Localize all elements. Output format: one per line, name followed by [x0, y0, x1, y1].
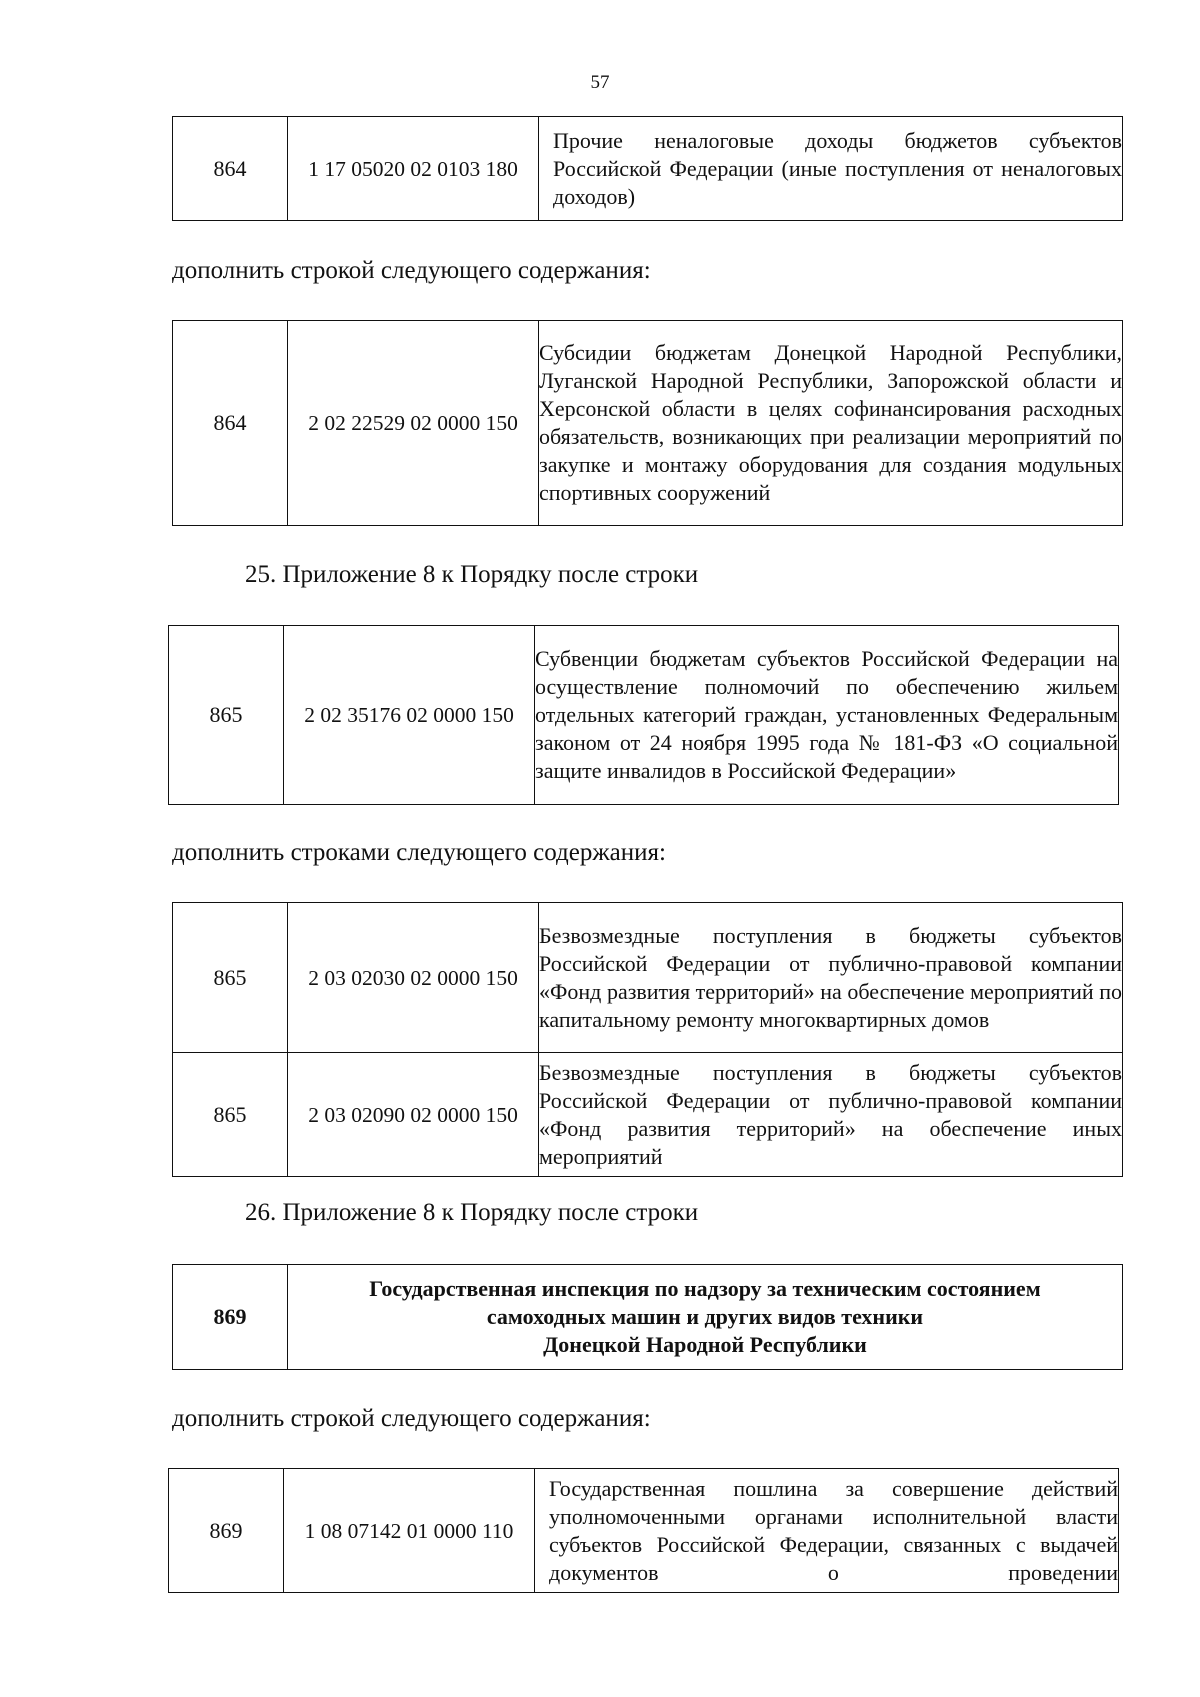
- table-row: [173, 321, 1123, 526]
- admin-code-cell: 865: [173, 1053, 288, 1177]
- table-row: [169, 626, 1119, 805]
- income-name-cell: Безвозмездные поступления в бюджеты субъектов Российской Федерации от публично-правовой компании «Фонд развития территорий» на обеспечение иных мероприятий: [539, 1053, 1123, 1177]
- kbk-code-cell: 1 08 07142 01 0000 110: [284, 1469, 535, 1593]
- kbk-code-cell: 2 03 02090 02 0000 150: [288, 1053, 539, 1177]
- paragraph-add-row: дополнить строкой следующего содержания:: [172, 257, 651, 284]
- admin-code-cell: 869: [173, 1265, 288, 1370]
- admin-code-cell: 865: [169, 626, 284, 805]
- table-row-865-subvention: [168, 625, 1119, 805]
- kbk-code-cell: 2 03 02030 02 0000 150: [288, 903, 539, 1053]
- table-row-864-subsidy: [172, 320, 1123, 526]
- admin-code-cell: 869: [169, 1469, 284, 1593]
- table-row: [173, 117, 1123, 221]
- kbk-code-cell: 2 02 35176 02 0000 150: [284, 626, 535, 805]
- admin-code-cell: 865: [173, 903, 288, 1053]
- admin-code-cell: 864: [173, 117, 288, 221]
- table-row-869-header: [172, 1264, 1123, 1370]
- table-row-864-nontax: [172, 116, 1123, 221]
- income-name-cell: Безвозмездные поступления в бюджеты субъектов Российской Федерации от публично-правовой компании «Фонд развития территорий» на обеспечение мероприятий по капитальному ремонту многоквартирных домов: [539, 903, 1123, 1053]
- paragraph-add-row-2: дополнить строкой следующего содержания:: [172, 1405, 651, 1432]
- table-row: [173, 1053, 1123, 1177]
- table-row: [173, 903, 1123, 1053]
- page-number: 57: [590, 72, 610, 93]
- administrator-name-cell: [288, 1265, 1123, 1370]
- administrator-name-line: Государственная инспекция по надзору за техническим состоянием: [369, 1276, 1041, 1301]
- paragraph-item-26: 26. Приложение 8 к Порядку после строки: [245, 1199, 699, 1226]
- paragraph-item-25: 25. Приложение 8 к Порядку после строки: [245, 561, 699, 588]
- kbk-code-cell: 2 02 22529 02 0000 150: [288, 321, 539, 526]
- administrator-name-line: Донецкой Народной Республики: [543, 1332, 867, 1357]
- administrator-name-line: самоходных машин и других видов техники: [486, 1304, 924, 1329]
- paragraph-add-rows: дополнить строками следующего содержания:: [172, 839, 666, 866]
- income-name-cell: Субвенции бюджетам субъектов Российской Федерации на осуществление полномочий по обеспечению жильем отдельных категорий граждан, установленных Федеральным законом от 24 ноября 1995 года № 181-ФЗ «О социальной защите инвалидов в Российской Федерации»: [535, 626, 1119, 805]
- kbk-code-cell: 1 17 05020 02 0103 180: [288, 117, 539, 221]
- income-name-cell: Государственная пошлина за совершение действий уполномоченными органами исполнительной власти субъектов Российской Федерации, связанных с выдачей документов о проведении: [535, 1469, 1119, 1593]
- admin-code-cell: 864: [173, 321, 288, 526]
- table-row-869-state-duty: [168, 1468, 1119, 1593]
- income-name-cell: Прочие неналоговые доходы бюджетов субъектов Российской Федерации (иные поступления от неналоговых доходов): [539, 117, 1123, 221]
- income-name-cell: Субсидии бюджетам Донецкой Народной Республики, Луганской Народной Республики, Запорожской области и Херсонской области в целях софинансирования расходных обязательств, возникающих при реализации мероприятий по закупке и монтажу оборудования для создания модульных спортивных сооружений: [539, 321, 1123, 526]
- table-row: [169, 1469, 1119, 1593]
- table-rows-865-gratuitous: [172, 902, 1123, 1177]
- table-row: [173, 1265, 1123, 1370]
